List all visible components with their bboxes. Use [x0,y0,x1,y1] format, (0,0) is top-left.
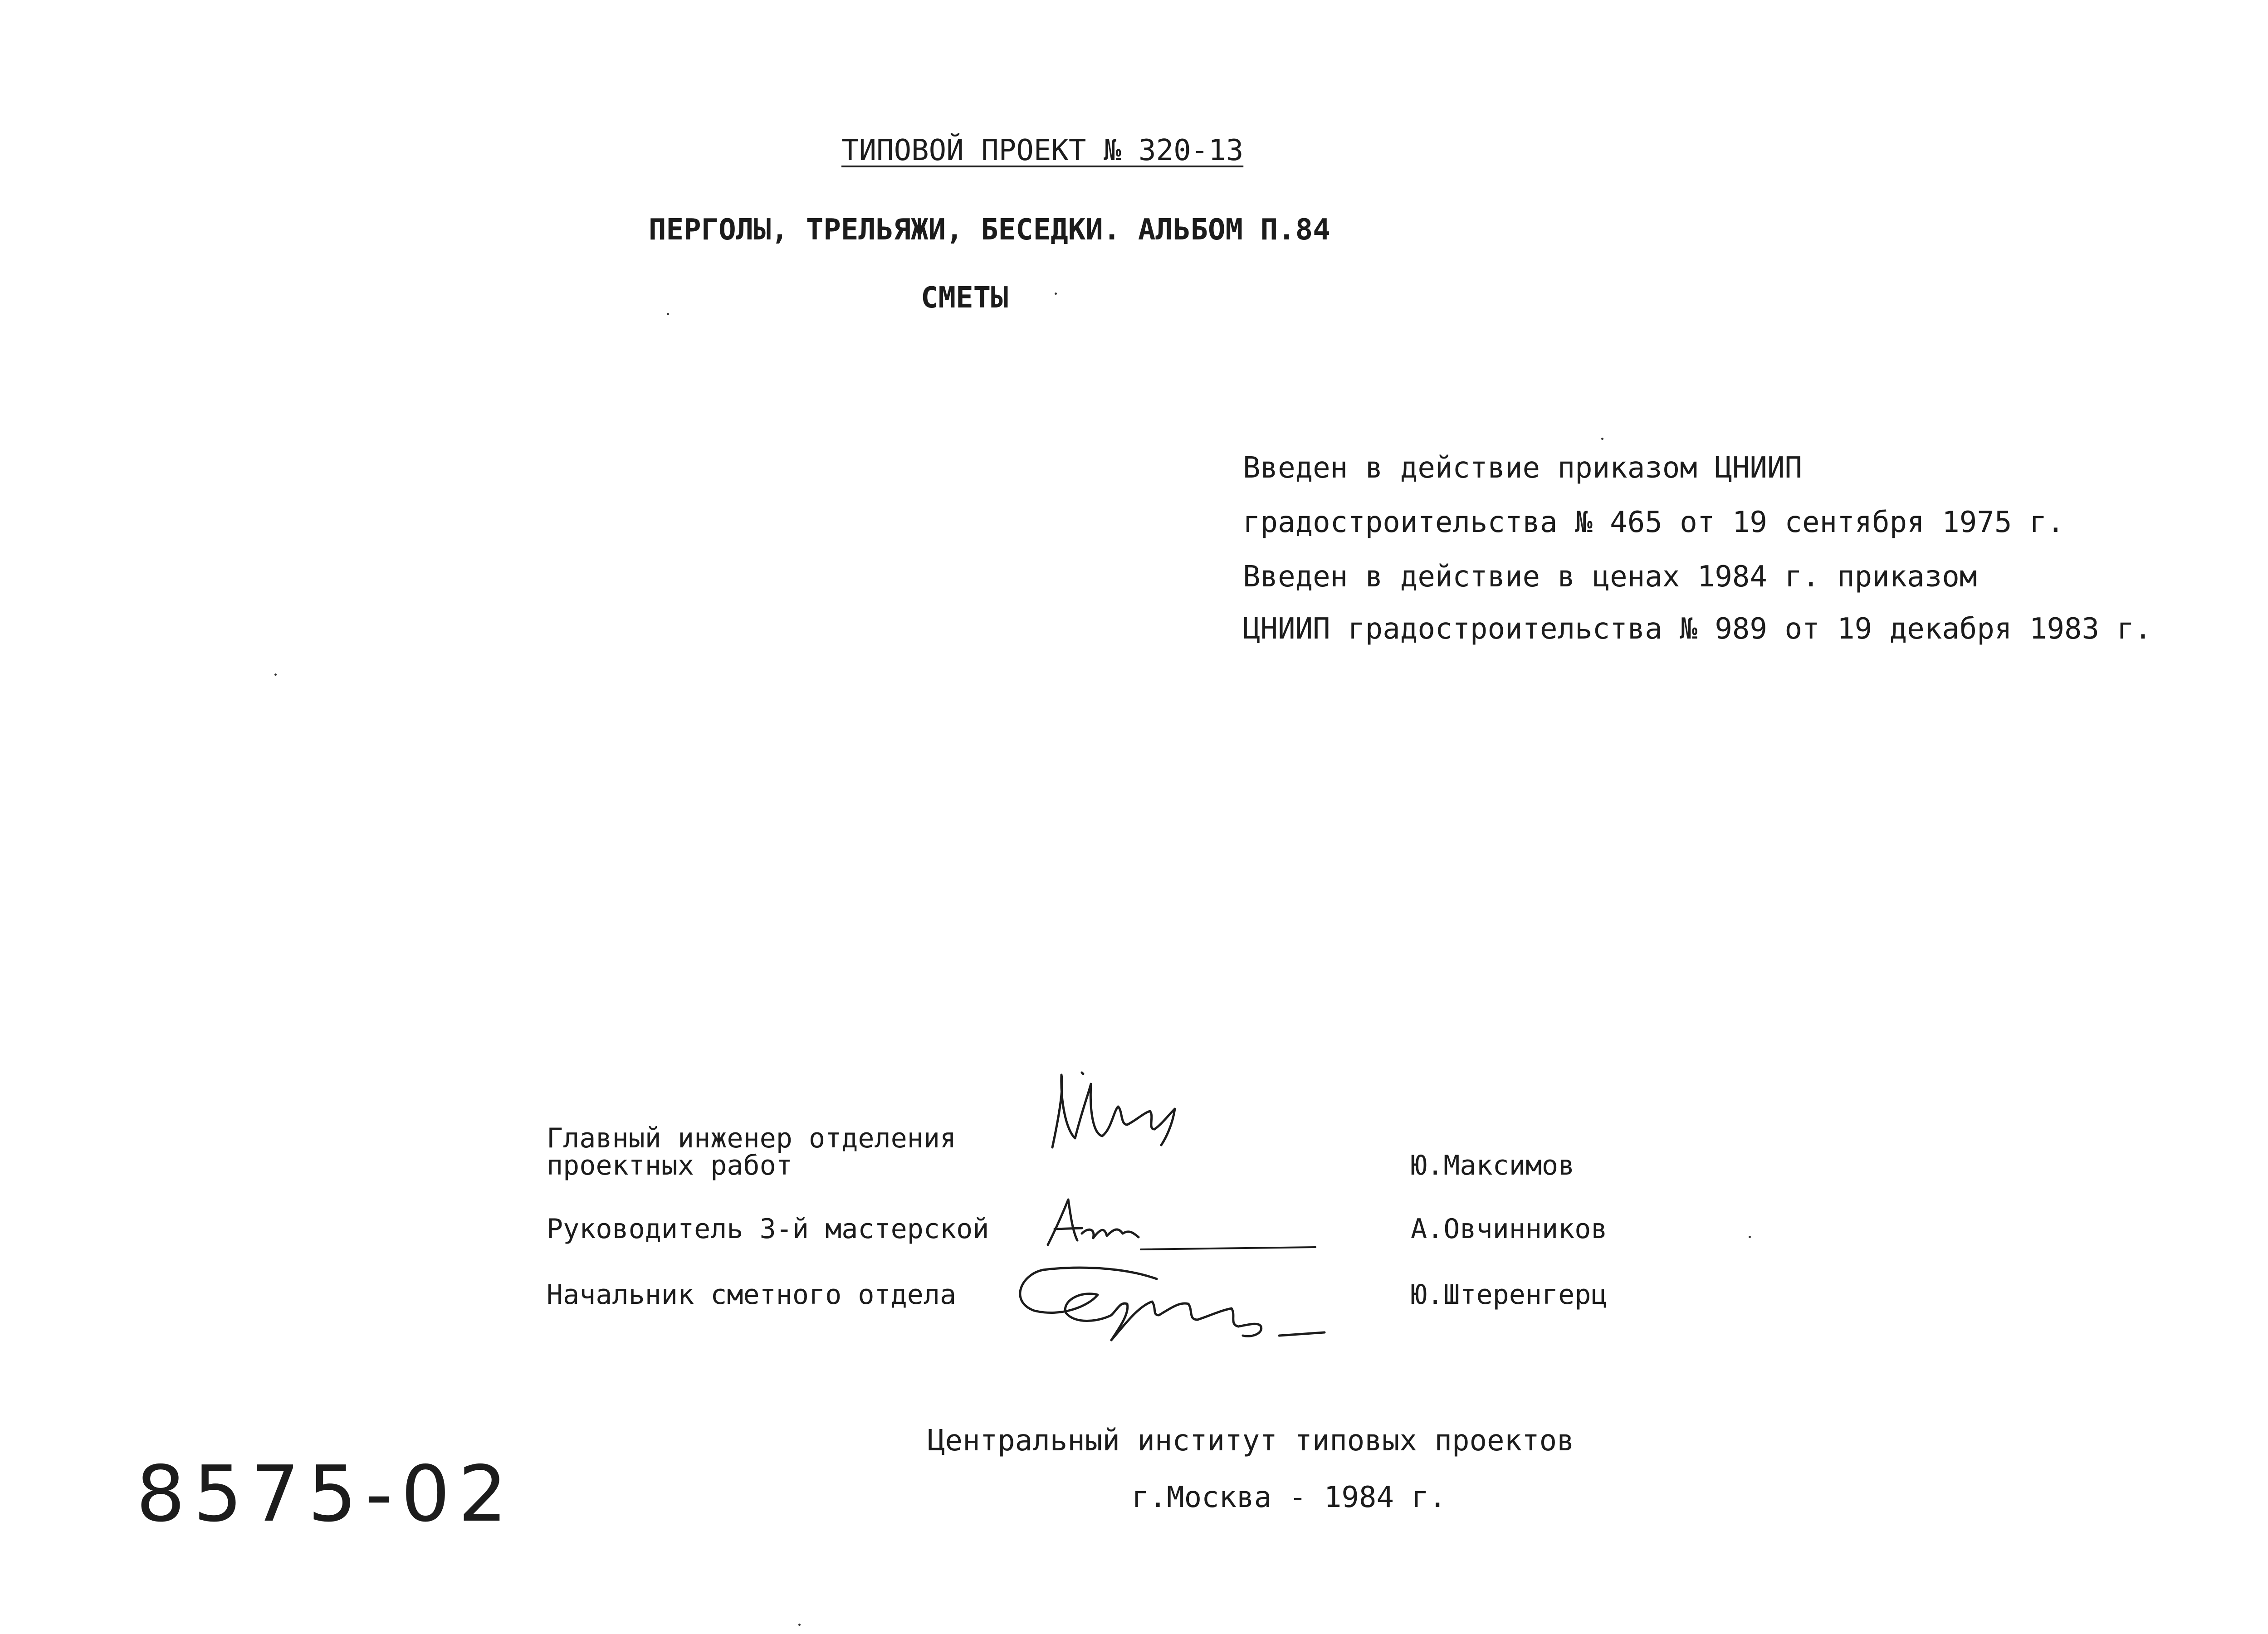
publisher-institute: Центральный институт типовых проектов [928,1424,1574,1458]
signatory-position: Главный инженер отделения [547,1122,957,1154]
scan-speck [798,1624,801,1626]
scan-speck [667,313,669,315]
signature-maksimov [1039,1061,1188,1161]
scan-speck [1601,438,1603,440]
publisher-city-year: г.Москва - 1984 г. [1132,1481,1447,1514]
signature-shterengerts [1007,1252,1352,1351]
signatory-position: Начальник сметного отдела [547,1279,957,1311]
scan-speck [274,673,277,676]
signatory-name: А.Овчинников [1411,1213,1608,1245]
enactment-line: градостроительства № 465 от 19 сентября 1975 г. [1243,506,2064,539]
inventory-number: 8575-02 [136,1449,516,1539]
signatory-position: Руководитель 3-й мастерской [547,1213,989,1245]
enactment-line: ЦНИИП градостроительства № 989 от 19 декабря 1983 г. [1243,612,2152,646]
enactment-line: Введен в действие в ценах 1984 г. приказом [1243,560,1977,594]
project-title: ТИПОВОЙ ПРОЕКТ № 320-13 [841,134,1244,167]
signatory-name: Ю.Штеренгерц [1411,1279,1608,1311]
album-title: ПЕРГОЛЫ, ТРЕЛЬЯЖИ, БЕСЕДКИ. АЛЬБОМ П.84 [649,213,1330,247]
scan-speck [1749,1236,1751,1238]
signatory-name: Ю.Максимов [1411,1150,1575,1181]
section-title: СМЕТЫ [921,281,1008,315]
scan-speck [1055,293,1057,295]
enactment-line: Введен в действие приказом ЦНИИП [1243,451,1802,485]
signatory-position: проектных работ [547,1150,792,1181]
